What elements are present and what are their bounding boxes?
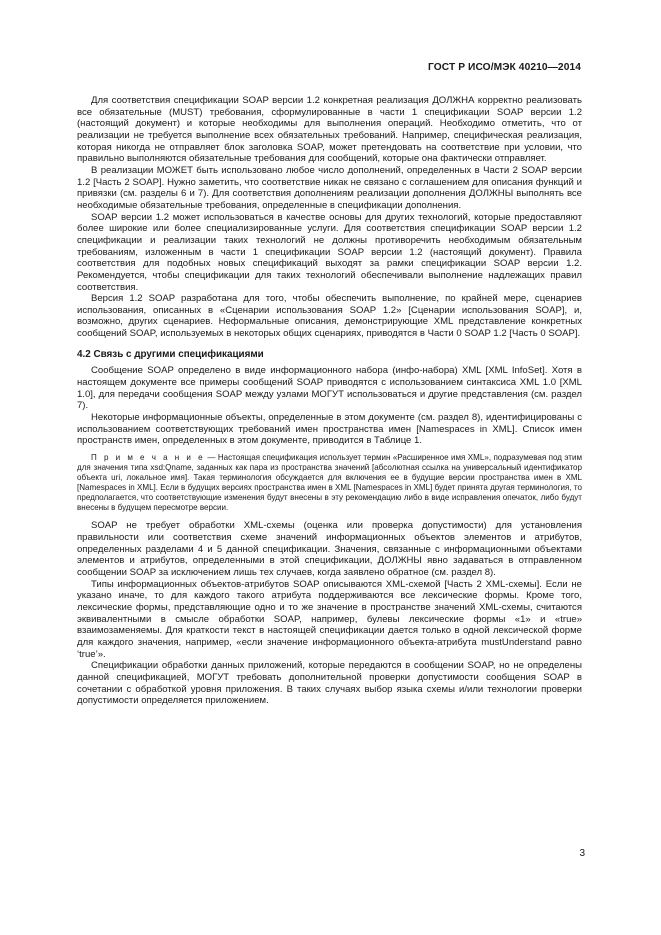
paragraph: Для соответствия спецификации SOAP версии 1.2 конкретная реализация ДОЛЖНА корректно реализовать все обязательные (MUST) требования, сформулированные в части 1 спецификации SOAP версии 1.2 (настоящий документ) и которые необходимы для выполнения операций. Необходимо отметить, что от реализации не требуется выполнение всех обязательных требований. Например, специфическая реализация, которая никогда не отправляет блок заголовка SOAP, может претендовать на соответствие при условии, что правильно выполняются обязательные требования для сообщений, которые она фактически отправляет. <box>77 95 582 165</box>
paragraph: Типы информационных объектов-атрибутов SOAP описываются XML-схемой [Часть 2 XML-схемы]. Если не указано иначе, то для каждого такого атрибута поддерживаются все лексические формы. Кроме того, лексические формы, представляющие одно и то же значение в пространстве значений XML-схемы, считаются эквивалентными в смысле обработки SOAP, например, булевы лексические формы «1» и «true» взаимозаменяемы. Для краткости текст в настоящей спецификации дается только в одной лексической форме для каждого значения, например, «если значение информационного объекта-атрибута mustUnderstand равно ‘true’». <box>77 578 582 660</box>
paragraph: Сообщение SOAP определено в виде информационного набора (инфо-набора) XML [XML InfoSet]. Хотя в настоящем документе все примеры сообщений SOAP приводятся с использованием синтаксиса XML 1.0 [XML 1.0], для передачи сообщения SOAP между узлами МОГУТ использоваться и другие представления (см. раздел 7). <box>77 365 582 412</box>
paragraph: Версия 1.2 SOAP разработана для того, чтобы обеспечить выполнение, по крайней мере, сценариев использования, описанных в «Сценарии использования SOAP 1.2» [Сценарии использования SOAP], и, возможно, других сценариев. Неформальные описания, демонстрирующие XML представление конкретных сообщений SOAP, используемых в некоторых общих сценариях, приводятся в Части 0 SOAP 1.2 [Часть 0 SOAP]. <box>77 293 582 340</box>
paragraph: SOAP версии 1.2 может использоваться в качестве основы для других технологий, которые предоставляют более широкие или более специализированные услуги. Для соответствия спецификации SOAP версии 1.2 спецификации и реализации таких технологий не должны противоречить необходимым обязательным требованиям, изложенным в части 1 спецификации SOAP версии 1.2 (настоящий документ). Правила соответствия для подобных новых спецификаций выходят за рамки спецификации SOAP версии 1.2. Рекомендуется, чтобы спецификации для таких технологий обеспечивали выполнение надлежащих правил соответствия. <box>77 211 582 293</box>
document-header: ГОСТ Р ИСО/МЭК 40210—2014 <box>428 62 581 73</box>
paragraph: SOAP не требует обработки XML-схемы (оценка или проверка допустимости) для установления правильности или соответствия схеме значений информационных объектов элементов и атрибутов, определенных разделами 4 и 5 данной спецификации. Значения, связанные с информационными объектами элементов и атрибутов, определенными в этой спецификации, ДОЛЖНЫ явно задаваться в отправленном сообщении SOAP за исключением лишь тех случаев, когда заявлено обратное (см. раздел 8). <box>77 520 582 578</box>
paragraph: Спецификации обработки данных приложений, которые передаются в сообщении SOAP, но не определены данной спецификацией, МОГУТ требовать дополнительной проверки допустимости сообщения SOAP в сочетании с обработкой уровня приложения. В таких случаях выбор языка схемы и/или технологии проверки допустимости определяется приложением. <box>77 660 582 707</box>
note-label: П р и м е ч а н и е <box>91 453 205 463</box>
note-text: — Настоящая спецификация использует термин «Расширенное имя XML», подразумевая под этим для значения типа xsd:Qname, заданных как пара из пространства значений [абсолютная ссылка на универсальный идентификатор объекта uri, локальное имя]. Такая терминология обсуждается для включения ее в будущие версии пространства имен в XML [Namespaces in XML]. Если в будущих версиях пространства имен в XML [Namespaces in XML] будет принята другая терминология, то предполагается, что соответствующие изменения будут внесены в эту рекомендацию либо в виде исправления опечаток, либо будут внесены в будущем пересмотре версии. <box>77 453 582 513</box>
section-heading: 4.2 Связь с другими спецификациями <box>77 348 264 360</box>
note-block <box>77 453 582 513</box>
paragraph: Некоторые информационные объекты, определенные в этом документе (см. раздел 8), идентифицированы с использованием соответствующих требований имен пространства имен [Namespaces in XML]. Список имен пространств имен, определенных в этом документе, приводится в Таблице 1. <box>77 412 582 447</box>
page-body <box>77 95 582 707</box>
page-number: 3 <box>579 848 585 859</box>
paragraph: В реализации МОЖЕТ быть использовано любое число дополнений, определенных в Части 2 SOAP версии 1.2 [Часть 2 SOAP]. Нужно заметить, что соответствие никак не связано с соглашением для описания функций и привязки (см. разделы 6 и 7). Для соответствия дополнениям реализации дополнения ДОЛЖНЫ выполнять все необходимые обязательные требования, определенные в спецификации дополнения. <box>77 164 582 211</box>
